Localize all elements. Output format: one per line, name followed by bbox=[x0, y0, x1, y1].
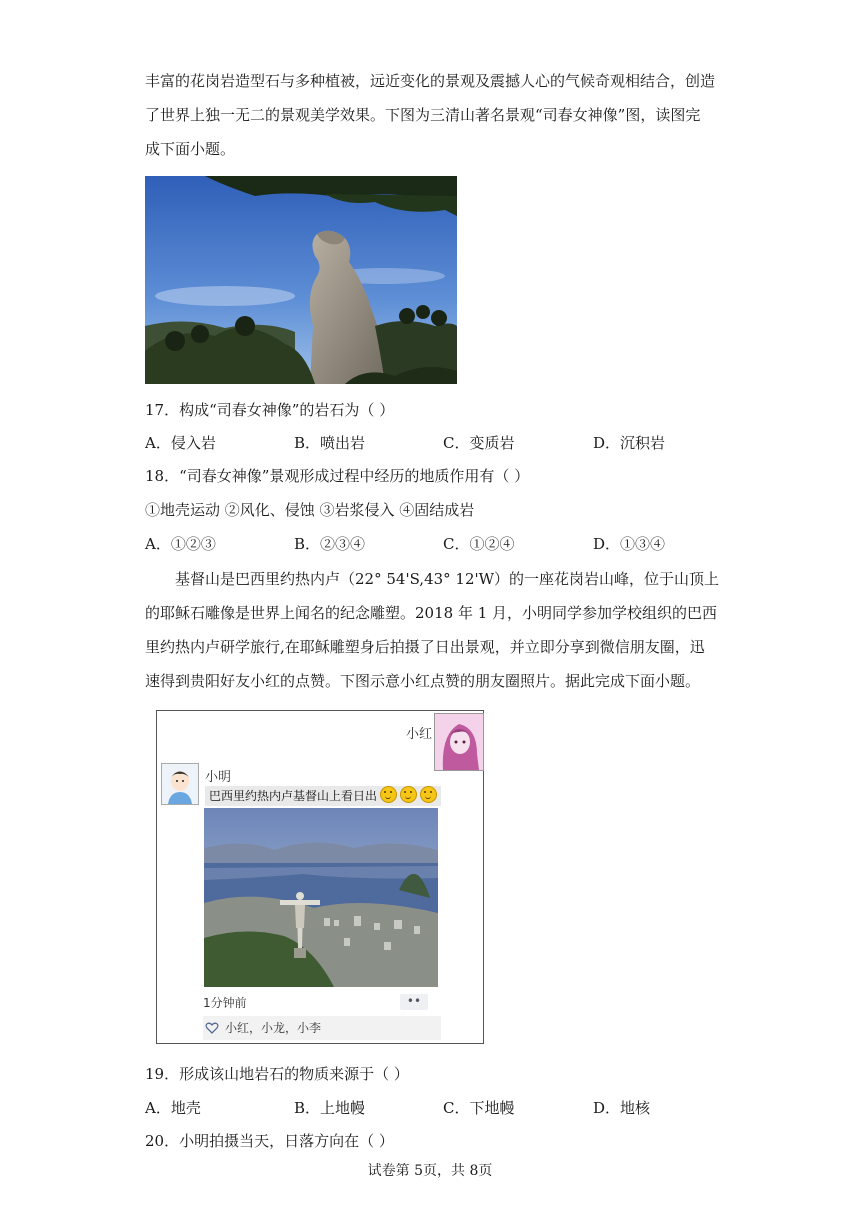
passage-line-4: 速得到贵阳好友小红的点赞。下图示意小红点赞的朋友圈照片。据此完成下面小题。 bbox=[145, 672, 701, 690]
q19-option-b[interactable]: B．上地幔 bbox=[294, 1099, 366, 1117]
intro-line-2: 了世界上独一无二的景观美学效果。下图为三清山著名景观“司春女神像”图，读图完 bbox=[145, 106, 701, 124]
rio-christ-statue-photo[interactable] bbox=[204, 808, 438, 987]
passage-line-2: 的耶稣石雕像是世界上闻名的纪念雕塑。2018 年 1 月，小明同学参加学校组织的巴西 bbox=[145, 604, 718, 622]
more-actions-button[interactable]: •• bbox=[400, 994, 428, 1010]
wechat-moments-card bbox=[156, 710, 484, 1044]
poster-avatar[interactable] bbox=[161, 763, 199, 805]
question-18-stem: 18．“司春女神像”景观形成过程中经历的地质作用有（ ） bbox=[145, 467, 530, 485]
q17-option-b[interactable]: B．喷出岩 bbox=[294, 434, 366, 452]
sanqing-goddess-photo bbox=[145, 176, 457, 384]
question-17-stem: 17．构成“司春女神像”的岩石为（ ） bbox=[145, 401, 395, 419]
question-18-items: ①地壳运动 ②风化、侵蚀 ③岩浆侵入 ④固结成岩 bbox=[145, 501, 475, 519]
question-19-stem: 19．形成该山地岩石的物质来源于（ ） bbox=[145, 1065, 409, 1083]
smile-emoji-icon bbox=[380, 786, 397, 803]
post-text bbox=[205, 786, 441, 806]
q18-option-b[interactable]: B．②③④ bbox=[294, 535, 366, 553]
likes-bar bbox=[203, 1016, 441, 1040]
smile-emoji-icon bbox=[400, 786, 417, 803]
post-time: 1分钟前 bbox=[203, 996, 247, 1010]
q18-option-a[interactable]: A．①②③ bbox=[145, 535, 216, 553]
intro-line-1: 丰富的花岗岩造型石与多种植被，远近变化的景观及震撼人心的气候奇观相结合，创造 bbox=[145, 72, 716, 90]
viewer-name: 小红 bbox=[406, 727, 433, 742]
viewer-avatar[interactable] bbox=[434, 713, 484, 771]
likes-names[interactable]: 小红，小龙，小李 bbox=[225, 1021, 322, 1035]
smile-emoji-icon bbox=[420, 786, 437, 803]
q19-option-c[interactable]: C．下地幔 bbox=[443, 1099, 515, 1117]
heart-icon bbox=[205, 1021, 219, 1035]
intro-line-3: 成下面小题。 bbox=[145, 140, 236, 158]
passage-line-3: 里约热内卢研学旅行,在耶稣雕塑身后拍摄了日出景观，并立即分享到微信朋友圈，迅 bbox=[145, 638, 705, 656]
poster-name[interactable]: 小明 bbox=[205, 770, 232, 785]
q18-option-d[interactable]: D．①③④ bbox=[593, 535, 666, 553]
passage-line-1: 基督山是巴西里约热内卢（22° 54'S,43° 12'W）的一座花岗岩山峰，位于山顶上 bbox=[175, 570, 720, 588]
q19-option-a[interactable]: A．地壳 bbox=[145, 1099, 201, 1117]
q17-option-a[interactable]: A．侵入岩 bbox=[145, 434, 216, 452]
question-20-stem: 20．小明拍摄当天，日落方向在（ ） bbox=[145, 1132, 394, 1150]
q18-option-c[interactable]: C．①②④ bbox=[443, 535, 515, 553]
q17-option-c[interactable]: C．变质岩 bbox=[443, 434, 515, 452]
post-text-content: 巴西里约热内卢基督山上看日出 bbox=[209, 789, 378, 803]
q19-option-d[interactable]: D．地核 bbox=[593, 1099, 651, 1117]
page-footer: 试卷第 5页，共 8页 bbox=[367, 1163, 493, 1179]
q17-option-d[interactable]: D．沉积岩 bbox=[593, 434, 666, 452]
